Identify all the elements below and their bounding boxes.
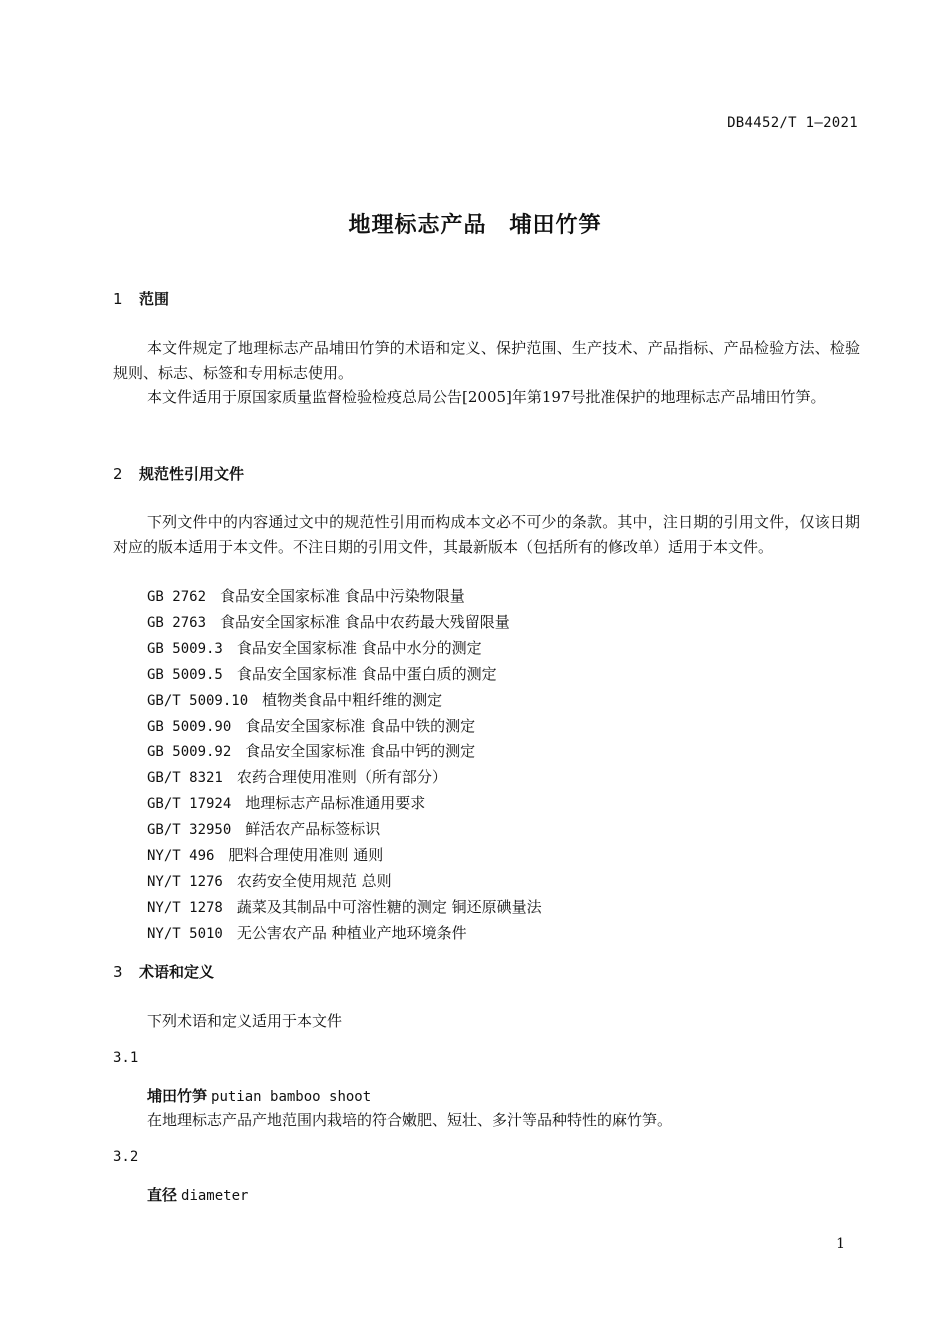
references-intro-paragraph: 下列文件中的内容通过文中的规范性引用而构成本文必不可少的条款。其中，注日期的引用文件，仅该日期对应的版本适用于本文件。不注日期的引用文件，其最新版本（包括所有的修改单）适用于本文件。 [113,513,860,556]
reference-title: 农药合理使用准则（所有部分） [236,768,447,787]
reference-item [147,921,542,947]
term-name [147,1085,371,1106]
section-number: 2 [113,465,123,483]
reference-title: 食品安全国家标准 食品中铁的测定 [245,716,476,735]
reference-code: NY/T 1276 [147,873,223,890]
document-code: DB4452/T 1—2021 [727,115,858,131]
reference-title: 无公害农产品 种植业产地环境条件 [236,923,467,942]
reference-item [147,843,542,869]
reference-code: NY/T 5010 [147,925,223,942]
terms-intro-paragraph: 下列术语和定义适用于本文件 [147,1012,343,1030]
reference-code: NY/T 1278 [147,899,223,916]
section-title: 规范性引用文件 [139,465,245,483]
reference-title: 食品安全国家标准 食品中污染物限量 [220,587,465,605]
reference-item [147,869,542,895]
reference-title: 食品安全国家标准 食品中蛋白质的测定 [236,664,497,683]
term-definition: 在地理标志产品产地范围内栽培的符合嫩肥、短壮、多汁等品种特性的麻竹笋。 [147,1111,673,1129]
reference-code: GB 5009.3 [147,640,223,657]
term-name-zh: 直径 [147,1186,178,1204]
reference-title: 农药安全使用规范 总则 [236,871,392,890]
reference-title: 植物类食品中粗纤维的测定 [262,690,443,709]
reference-code: GB/T 17924 [147,796,232,813]
reference-code: GB 2762 [147,589,207,605]
reference-title: 食品安全国家标准 食品中钙的测定 [245,742,476,761]
term-name-en: diameter [181,1188,249,1204]
reference-item [147,688,542,714]
reference-code: GB 5009.5 [147,666,223,683]
reference-item [147,895,542,921]
reference-code: GB 5009.92 [147,744,232,761]
scope-paragraph-2: 本文件适用于原国家质量监督检验检疫总局公告[2005]年第197号批准保护的地理标志产品埔田竹笋。 [147,388,826,406]
reference-title: 食品安全国家标准 食品中农药最大残留限量 [220,612,510,631]
reference-code: GB/T 5009.10 [147,692,249,709]
section-2-heading [113,463,244,484]
reference-title: 鲜活农产品标签标识 [245,820,381,839]
reference-code: GB/T 8321 [147,770,223,787]
reference-code: NY/T 496 [147,848,215,865]
term-name-zh: 埔田竹笋 [147,1087,208,1105]
reference-item [147,791,542,817]
reference-title: 地理标志产品标准通用要求 [245,794,426,813]
term-name-en: putian bamboo shoot [211,1089,372,1105]
reference-item [147,636,542,662]
document-title: 地理标志产品 埔田竹笋 [348,213,602,238]
section-1-heading [113,288,169,309]
section-number: 3 [113,963,123,981]
page-number: 1 [836,1236,845,1252]
section-3-heading [113,961,214,982]
scope-paragraph-1: 本文件规定了地理标志产品埔田竹笋的术语和定义、保护范围、生产技术、产品指标、产品检验方法、检验规则、标志、标签和专用标志使用。 [113,339,860,382]
reference-title: 蔬菜及其制品中可溶性糖的测定 铜还原碘量法 [236,897,542,916]
reference-item [147,739,542,765]
reference-item [147,817,542,843]
term-number: 3.1 [113,1050,139,1066]
reference-item [147,610,542,636]
reference-title: 肥料合理使用准则 通则 [228,846,384,865]
reference-code: GB 5009.90 [147,718,232,735]
section-number: 1 [113,290,123,308]
reference-item [147,714,542,740]
reference-item [147,662,542,688]
reference-title: 食品安全国家标准 食品中水分的测定 [236,638,482,657]
normative-references-list [147,584,542,947]
reference-item [147,584,542,610]
term-name [147,1184,248,1205]
reference-item [147,765,542,791]
reference-code: GB/T 32950 [147,822,232,839]
section-title: 范围 [139,290,170,308]
section-title: 术语和定义 [139,963,215,981]
term-number: 3.2 [113,1149,139,1165]
reference-code: GB 2763 [147,614,207,631]
